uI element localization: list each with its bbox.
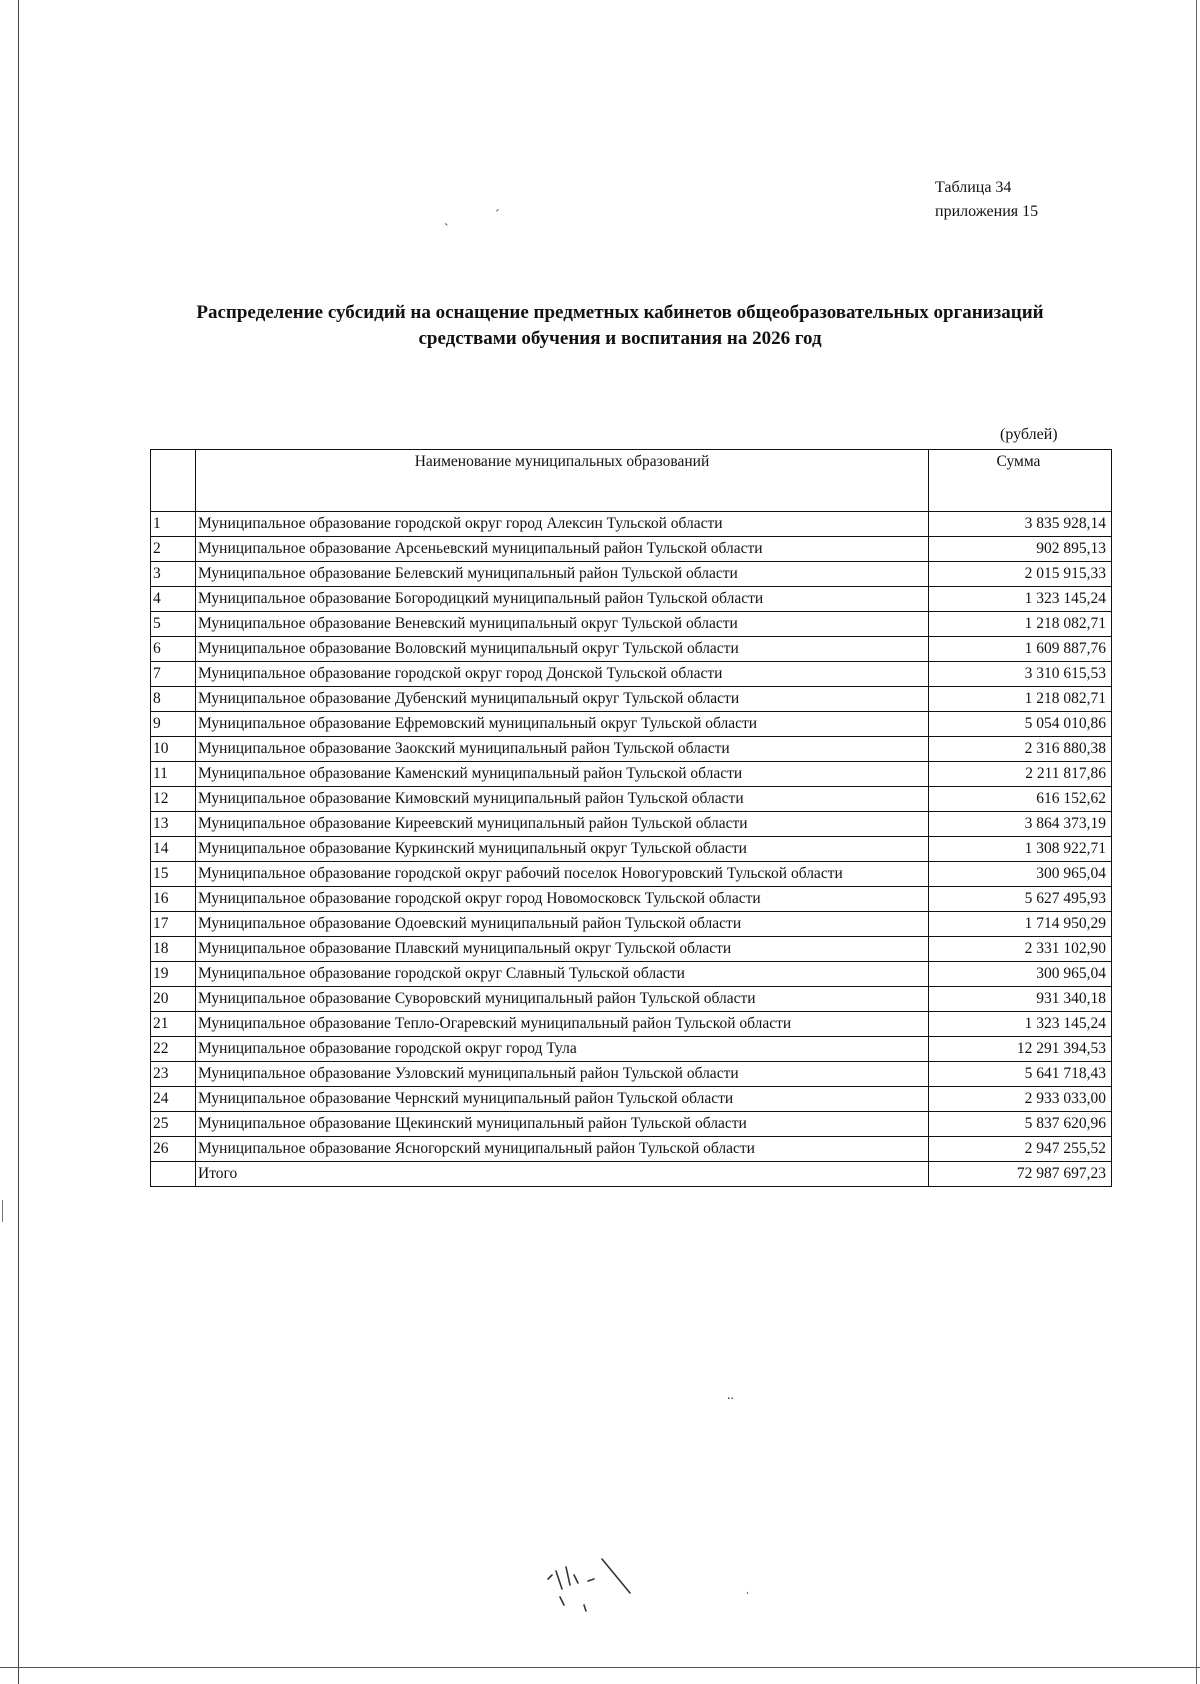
subsidy-amount: 902 895,13: [929, 537, 1112, 562]
municipality-name: Муниципальное образование Воловский муниципальный округ Тульской области: [196, 637, 929, 662]
table-row: [151, 562, 1112, 587]
municipality-name: Муниципальное образование Щекинский муниципальный район Тульской области: [196, 1112, 929, 1137]
row-number: 12: [151, 787, 196, 812]
row-number: 8: [151, 687, 196, 712]
document-title: [140, 300, 1100, 352]
row-number: 5: [151, 612, 196, 637]
municipality-name: Муниципальное образование Дубенский муниципальный округ Тульской области: [196, 687, 929, 712]
row-number: 10: [151, 737, 196, 762]
municipality-name: Муниципальное образование Кимовский муниципальный район Тульской области: [196, 787, 929, 812]
total-row: [151, 1162, 1112, 1187]
row-number: 21: [151, 1012, 196, 1037]
row-number: 24: [151, 1087, 196, 1112]
municipality-name: Муниципальное образование Богородицкий муниципальный район Тульской области: [196, 587, 929, 612]
municipality-name: Муниципальное образование Чернский муниципальный район Тульской области: [196, 1087, 929, 1112]
subsidy-amount: 1 308 922,71: [929, 837, 1112, 862]
table-row: [151, 1012, 1112, 1037]
table-reference: [935, 176, 1038, 224]
row-number: 11: [151, 762, 196, 787]
row-number: 26: [151, 1137, 196, 1162]
municipality-name: Муниципальное образование Ефремовский муниципальный округ Тульской области: [196, 712, 929, 737]
municipality-name: Муниципальное образование Суворовский муниципальный район Тульской области: [196, 987, 929, 1012]
total-number-cell: [151, 1162, 196, 1187]
subsidy-amount: 1 323 145,24: [929, 587, 1112, 612]
table-row: [151, 987, 1112, 1012]
municipality-name: Муниципальное образование городской округ город Алексин Тульской области: [196, 512, 929, 537]
municipality-name: Муниципальное образование Веневский муниципальный округ Тульской области: [196, 612, 929, 637]
subsidy-amount: 2 331 102,90: [929, 937, 1112, 962]
municipality-name: Муниципальное образование Одоевский муниципальный район Тульской области: [196, 912, 929, 937]
scan-edge-tick: [2, 1200, 3, 1222]
handwritten-mark: [540, 1545, 650, 1615]
row-number: 25: [151, 1112, 196, 1137]
table-row: [151, 1062, 1112, 1087]
row-number: 23: [151, 1062, 196, 1087]
table-row: [151, 512, 1112, 537]
row-number: 16: [151, 887, 196, 912]
subsidy-amount: 2 933 033,00: [929, 1087, 1112, 1112]
table-row: [151, 887, 1112, 912]
table-row: [151, 812, 1112, 837]
table-number: Таблица 34: [935, 179, 1012, 196]
table-header-row: [151, 450, 1112, 512]
subsidy-amount: 1 218 082,71: [929, 612, 1112, 637]
subsidy-amount: 5 627 495,93: [929, 887, 1112, 912]
scan-edge-right: [1196, 0, 1197, 1684]
municipality-name: Муниципальное образование Тепло-Огаревский муниципальный район Тульской области: [196, 1012, 929, 1037]
subsidy-amount: 1 323 145,24: [929, 1012, 1112, 1037]
scan-speck: ˊ: [495, 208, 500, 223]
municipality-name: Муниципальное образование Каменский муниципальный район Тульской области: [196, 762, 929, 787]
row-number: 22: [151, 1037, 196, 1062]
subsidy-amount: 3 835 928,14: [929, 512, 1112, 537]
units-label: (рублей): [1000, 426, 1058, 443]
table-row: [151, 712, 1112, 737]
row-number: 18: [151, 937, 196, 962]
table-row: [151, 837, 1112, 862]
table-row: [151, 537, 1112, 562]
municipality-name: Муниципальное образование городской округ город Донской Тульской области: [196, 662, 929, 687]
table-row: [151, 912, 1112, 937]
table-row: [151, 762, 1112, 787]
row-number: 1: [151, 512, 196, 537]
table-row: [151, 687, 1112, 712]
title-line-1: Распределение субсидий на оснащение предметных кабинетов общеобразовательных организаций: [196, 302, 1044, 323]
total-sum: 72 987 697,23: [929, 1162, 1112, 1187]
subsidy-table: [150, 449, 1112, 1187]
municipality-name: Муниципальное образование Заокский муниципальный район Тульской области: [196, 737, 929, 762]
table-row: [151, 1037, 1112, 1062]
table-row: [151, 787, 1112, 812]
row-number: 3: [151, 562, 196, 587]
table-row: [151, 962, 1112, 987]
municipality-name: Муниципальное образование городской округ рабочий поселок Новогуровский Тульской области: [196, 862, 929, 887]
subsidy-amount: 300 965,04: [929, 962, 1112, 987]
row-number: 19: [151, 962, 196, 987]
scan-edge-left: [18, 0, 19, 1684]
table-row: [151, 1087, 1112, 1112]
row-number: 17: [151, 912, 196, 937]
municipality-name: Муниципальное образование Арсеньевский муниципальный район Тульской области: [196, 537, 929, 562]
subsidy-amount: 300 965,04: [929, 862, 1112, 887]
subsidy-amount: 2 211 817,86: [929, 762, 1112, 787]
row-number: 13: [151, 812, 196, 837]
municipality-name: Муниципальное образование Плавский муниципальный округ Тульской области: [196, 937, 929, 962]
subsidy-amount: 2 316 880,38: [929, 737, 1112, 762]
municipality-name: Муниципальное образование городской округ город Тула: [196, 1037, 929, 1062]
total-label: Итого: [196, 1162, 929, 1187]
subsidy-amount: 1 218 082,71: [929, 687, 1112, 712]
table-row: [151, 862, 1112, 887]
scan-edge-bottom: [0, 1667, 1200, 1668]
scan-speck: ˌ: [745, 1580, 750, 1595]
row-number: 6: [151, 637, 196, 662]
municipality-name: Муниципальное образование Ясногорский муниципальный район Тульской области: [196, 1137, 929, 1162]
subsidy-amount: 3 310 615,53: [929, 662, 1112, 687]
row-number: 20: [151, 987, 196, 1012]
subsidy-amount: 5 054 010,86: [929, 712, 1112, 737]
row-number: 9: [151, 712, 196, 737]
scan-speck: ..: [727, 1388, 734, 1403]
subsidy-amount: 5 641 718,43: [929, 1062, 1112, 1087]
subsidy-amount: 616 152,62: [929, 787, 1112, 812]
table-row: [151, 587, 1112, 612]
subsidy-amount: 3 864 373,19: [929, 812, 1112, 837]
row-number: 4: [151, 587, 196, 612]
subsidy-amount: 2 947 255,52: [929, 1137, 1112, 1162]
subsidy-amount: 12 291 394,53: [929, 1037, 1112, 1062]
table-row: [151, 1137, 1112, 1162]
subsidy-amount: 1 714 950,29: [929, 912, 1112, 937]
row-number: 14: [151, 837, 196, 862]
header-sum-cell: Сумма: [929, 450, 1112, 512]
table-row: [151, 737, 1112, 762]
table-row: [151, 637, 1112, 662]
subsidy-amount: 931 340,18: [929, 987, 1112, 1012]
row-number: 2: [151, 537, 196, 562]
subsidy-amount: 5 837 620,96: [929, 1112, 1112, 1137]
title-line-2: средствами обучения и воспитания на 2026 год: [418, 328, 822, 349]
municipality-name: Муниципальное образование Узловский муниципальный район Тульской области: [196, 1062, 929, 1087]
municipality-name: Муниципальное образование Киреевский муниципальный район Тульской области: [196, 812, 929, 837]
table-row: [151, 612, 1112, 637]
table-row: [151, 662, 1112, 687]
appendix-number: приложения 15: [935, 203, 1039, 220]
subsidy-amount: 2 015 915,33: [929, 562, 1112, 587]
municipality-name: Муниципальное образование городской округ город Новомосковск Тульской области: [196, 887, 929, 912]
municipality-name: Муниципальное образование Куркинский муниципальный округ Тульской области: [196, 837, 929, 862]
scan-speck: ˋ: [444, 222, 449, 237]
table-row: [151, 937, 1112, 962]
table-row: [151, 1112, 1112, 1137]
row-number: 7: [151, 662, 196, 687]
table-body: [151, 512, 1112, 1162]
municipality-name: Муниципальное образование Белевский муниципальный район Тульской области: [196, 562, 929, 587]
header-name-cell: Наименование муниципальных образований: [196, 450, 929, 512]
header-number-cell: [151, 450, 196, 512]
subsidy-amount: 1 609 887,76: [929, 637, 1112, 662]
municipality-name: Муниципальное образование городской округ Славный Тульской области: [196, 962, 929, 987]
row-number: 15: [151, 862, 196, 887]
